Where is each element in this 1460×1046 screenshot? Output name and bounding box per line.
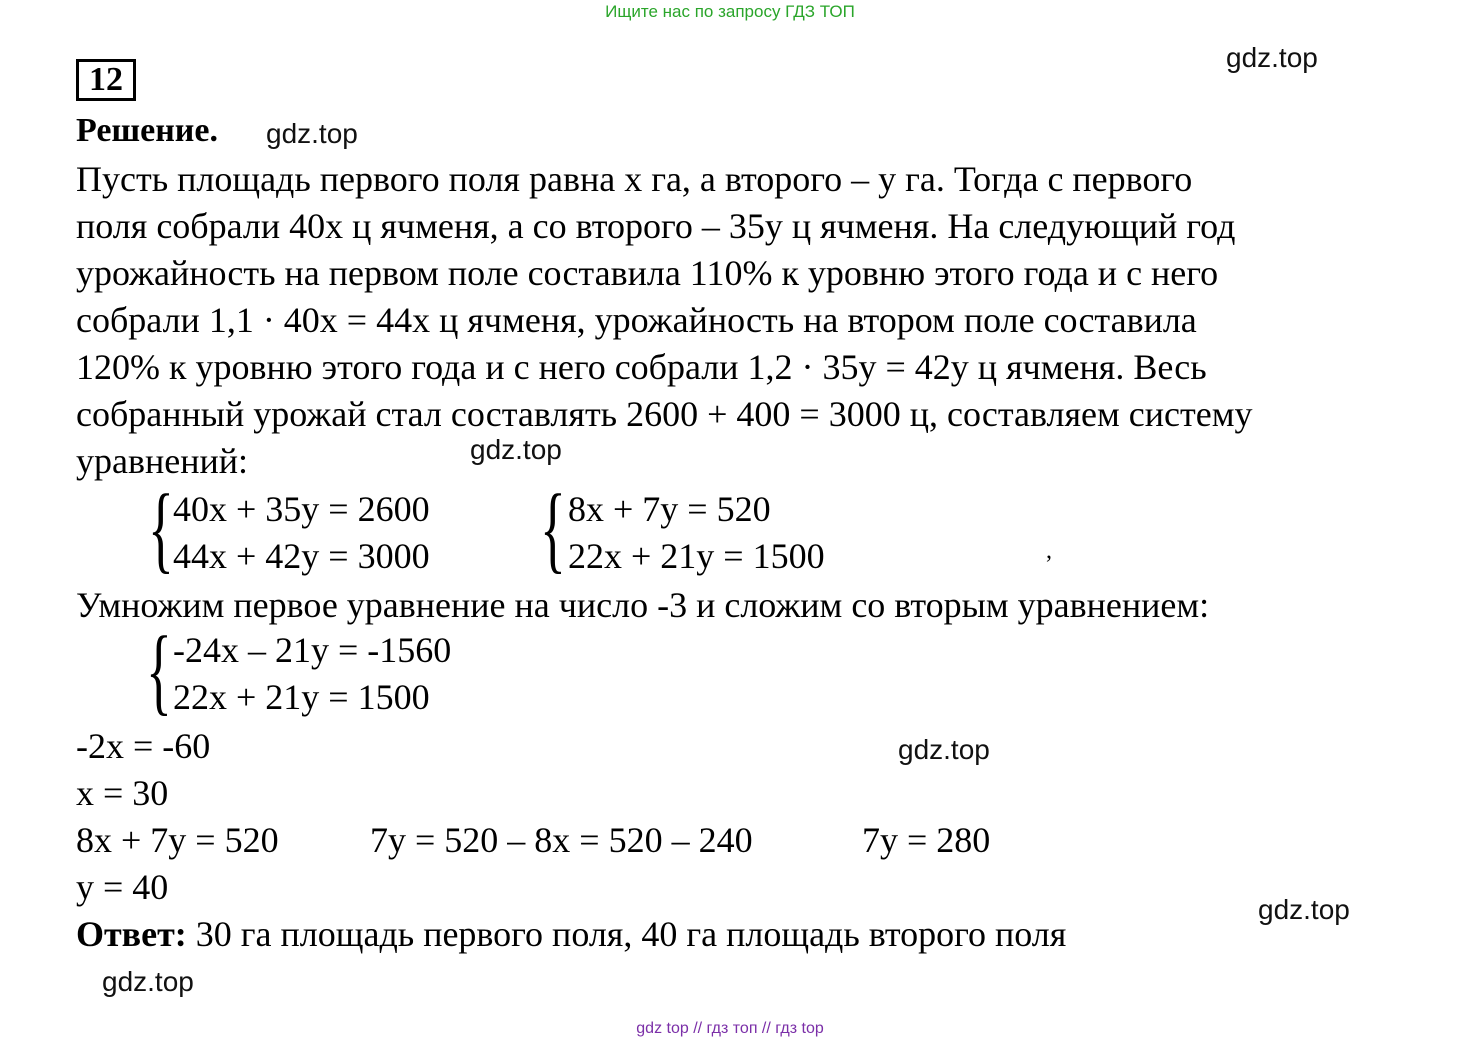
watermark: gdz.top — [102, 966, 194, 997]
top-banner: Ищите нас по запросу ГДЗ ТОП — [605, 2, 855, 21]
answer-label: Ответ: — [76, 914, 187, 954]
solution-heading: Решение. — [76, 112, 218, 149]
paragraph-line: урожайность на первом поле составила 110% к уровню этого года и с него — [76, 253, 1219, 293]
paragraph-line: Пусть площадь первого поля равна x га, а второго – y га. Тогда с первого — [76, 159, 1193, 199]
problem-number: 12 — [76, 59, 136, 101]
step-line: 7y = 520 – 8x = 520 – 240 — [370, 820, 753, 860]
step-line: y = 40 — [76, 867, 169, 907]
paragraph-line: уравнений: — [76, 441, 249, 481]
watermark: gdz.top — [266, 118, 358, 149]
system1-eq1: 40x + 35y = 2600 — [173, 489, 430, 529]
system1-eq2: 44x + 42y = 3000 — [173, 536, 430, 576]
paragraph-line: собрали 1,1 · 40x = 44x ц ячменя, урожайность на втором поле составила — [76, 300, 1197, 340]
multiply-text: Умножим первое уравнение на число -3 и сложим со вторым уравнением: — [76, 585, 1210, 625]
step-line: 7y = 280 — [862, 820, 991, 860]
answer-line — [76, 911, 1066, 958]
step-line: 8x + 7y = 520 — [76, 820, 279, 860]
system2-eq2: 22x + 21y = 1500 — [568, 536, 825, 576]
paragraph-line: собранный урожай стал составлять 2600 + 400 = 3000 ц, составляем систему — [76, 394, 1253, 434]
system-brace: { — [148, 475, 174, 583]
paragraph-line: 120% к уровню этого года и с него собрали 1,2 · 35y = 42y ц ячменя. Весь — [76, 347, 1207, 387]
system2-eq1: 8x + 7y = 520 — [568, 489, 771, 529]
system-brace: { — [146, 617, 172, 725]
paragraph-line: поля собрали 40x ц ячменя, а со второго – 35y ц ячменя. На следующий год — [76, 206, 1236, 246]
system3-eq1: -24x – 21y = -1560 — [173, 630, 452, 670]
step-line: x = 30 — [76, 773, 169, 813]
watermark: gdz.top — [1226, 42, 1318, 73]
system-brace: { — [540, 475, 566, 583]
answer-text: 30 га площадь первого поля, 40 га площадь второго поля — [186, 914, 1067, 954]
watermark: gdz.top — [1258, 894, 1350, 925]
step-line: -2x = -60 — [76, 726, 211, 766]
system3-eq2: 22x + 21y = 1500 — [173, 677, 430, 717]
watermark: gdz.top — [470, 434, 562, 465]
footer-links: gdz top // гдз топ // гдз top — [636, 1020, 824, 1037]
watermark: gdz.top — [898, 734, 990, 765]
system2-comma: , — [1046, 538, 1052, 564]
